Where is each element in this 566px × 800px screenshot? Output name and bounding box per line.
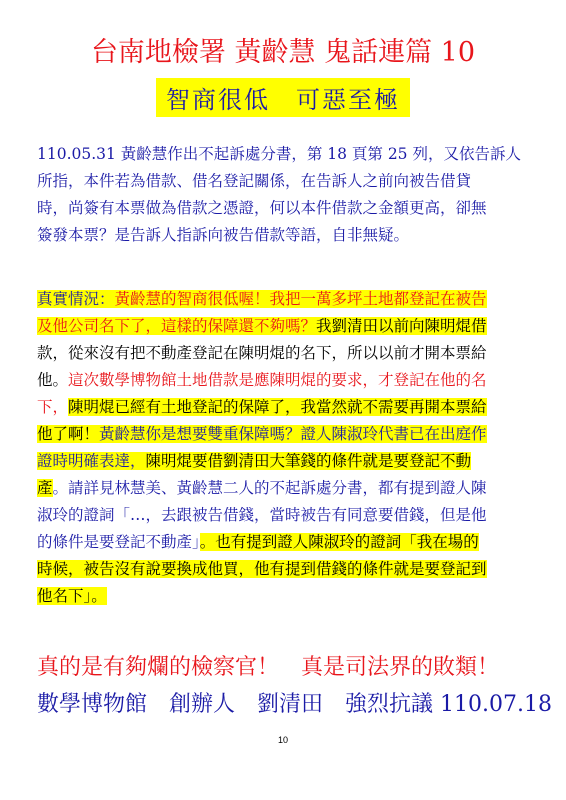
blue-text: 的條件是要登記不動產」 — [37, 533, 200, 551]
red-text: 下， — [37, 398, 69, 416]
red-text: 這次數學博物館土地借款是應陳明焜的要求，才登記在他的名 — [68, 371, 487, 389]
highlighted-text: 黃齡慧的智商很低喔！我把一萬多坪土地都登記在被告 — [114, 290, 487, 308]
subtitle-container — [0, 78, 566, 117]
paragraph-quote — [37, 141, 532, 249]
subtitle: 智商很低 可惡至極 — [156, 78, 410, 117]
paragraph-line — [37, 286, 532, 313]
paragraph-line — [37, 556, 532, 583]
paragraph-line: 所指，本件若為借款、借名登記關係，在告訴人之前向被告借貸 — [37, 172, 472, 190]
paragraph-line: 110.05.31 黃齡慧作出不起訴處分書，第 18 頁第 25 列，又依告訴人 — [37, 145, 521, 163]
paragraph-line — [37, 367, 532, 394]
paragraph-line — [37, 340, 532, 367]
plain-text: 他。 — [37, 371, 69, 389]
highlighted-text: 。也有提到證人陳淑玲的證詞「我在場的 — [199, 533, 479, 551]
paragraph-line — [37, 583, 532, 610]
highlighted-text: 及他公司名下了，這樣的保障還不夠嗎？ — [37, 317, 317, 335]
paragraph-line — [37, 313, 532, 340]
blue-text: 淑玲的證詞「…，去跟被告借錢，當時被告有同意要借錢，但是他 — [37, 506, 487, 524]
plain-text: 款，從來沒有把不動產登記在陳明焜的名下，所以以前才開本票給 — [37, 344, 487, 362]
highlighted-text: 他了啊！ — [37, 425, 100, 443]
paragraph-line — [37, 475, 532, 502]
page-number: 10 — [277, 735, 288, 745]
highlighted-text: 產 — [37, 479, 53, 497]
paragraph-rebuttal — [37, 286, 532, 610]
page-title: 台南地檢署 黃齡慧 鬼話連篇 10 — [90, 37, 476, 68]
highlighted-text: 黃齡慧你是想要雙重保障嗎？證人陳淑玲代書已在出庭作 — [99, 425, 487, 443]
paragraph-line — [37, 529, 532, 556]
closing-statement: 真的是有夠爛的檢察官！ 真是司法界的敗類！ — [37, 655, 500, 680]
highlighted-text: 他名下」。 — [37, 587, 107, 605]
highlighted-text: 陳明焜已經有土地登記的保障了，我當然就不需要再開本票給 — [68, 398, 487, 416]
highlighted-text: 陳明焜要借劉清田大筆錢的條件就是要登記不動 — [145, 452, 472, 470]
highlighted-text: 我劉清田以前向陳明焜借 — [316, 317, 487, 335]
blue-text: 。請詳見林慧美、黃齡慧二人的不起訴處分書，都有提到證人陳 — [52, 479, 487, 497]
paragraph-line — [37, 421, 532, 448]
paragraph-line — [37, 394, 532, 421]
signature-line: 數學博物館 創辦人 劉清田 強烈抗議 110.07.18 — [37, 692, 552, 717]
paragraph-line: 簽發本票？是告訴人指訴向被告借款等語，自非無疑。 — [37, 226, 410, 244]
highlighted-text: 時候，被告沒有說要換成他買，他有提到借錢的條件就是要登記到 — [37, 560, 487, 578]
highlighted-text: 證時明確表達， — [37, 452, 146, 470]
paragraph-line: 時，尚簽有本票做為借款之憑證，何以本件借款之金額更高，卻無 — [37, 199, 487, 217]
lead-label: 真實情況： — [37, 290, 115, 308]
paragraph-line — [37, 502, 532, 529]
paragraph-line — [37, 448, 532, 475]
